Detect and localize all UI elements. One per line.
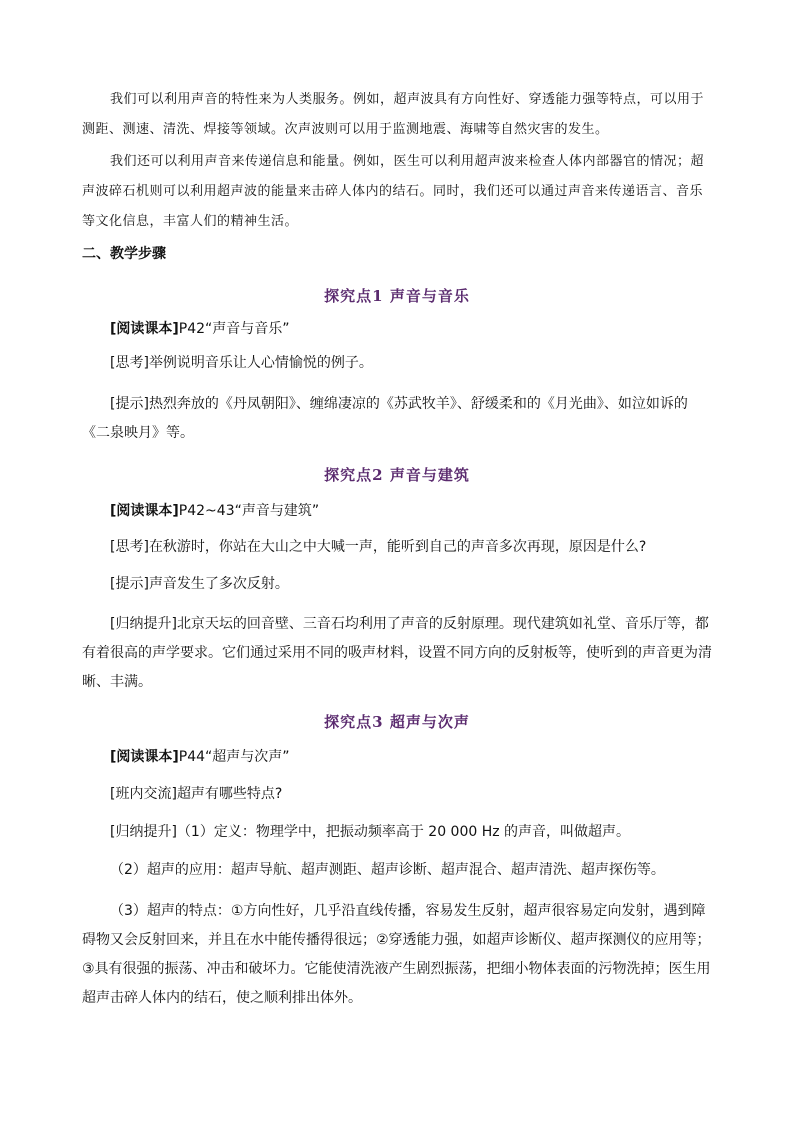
- point3-heading: 探究点3 超声与次声: [324, 713, 470, 731]
- hint-text: 声音发生了多次反射。: [148, 576, 289, 592]
- read-text: P44“超声与次声”: [178, 749, 290, 765]
- read-text: P42“声音与音乐”: [178, 321, 290, 337]
- summary-tag: [归纳提升]: [110, 616, 177, 632]
- hint-tag: [提示]: [110, 576, 149, 592]
- summary-text: （1）定义：物理学中，把振动频率高于 20 000 Hz 的声音，叫做超声。: [176, 824, 631, 840]
- point1-read: [82, 315, 714, 344]
- point3-read: [82, 743, 714, 772]
- intro-paragraph-2: 我们还可以利用声音来传递信息和能量。例如，医生可以利用超声波来检查人体内部器官的情况；超声波碎石机则可以利用超声波的能量来击碎人体内的结石。同时，我们还可以通过声音来传递语言、音乐等文化信息，丰富人们的精神生活。: [82, 154, 705, 229]
- think-tag: [思考]: [110, 539, 149, 555]
- point2-heading: 探究点2 声音与建筑: [324, 466, 470, 484]
- point3-item-2: （2）超声的应用：超声导航、超声测距、超声诊断、超声混合、超声清洗、超声探伤等。: [110, 862, 665, 878]
- point1-heading: 探究点1 声音与音乐: [324, 287, 470, 305]
- read-text: P42~43“声音与建筑”: [178, 503, 320, 519]
- think-text: 在秋游时，你站在大山之中大喊一声，能听到自己的声音多次再现，原因是什么?: [148, 539, 647, 555]
- think-text: 举例说明音乐让人心情愉悦的例子。: [148, 355, 373, 371]
- point3-discuss: [82, 780, 714, 809]
- summary-text: 北京天坛的回音壁、三音石均利用了声音的反射原理。现代建筑如礼堂、音乐厅等，都有着很高的声学要求。它们通过采用不同的吸声材料，设置不同方向的反射板等，使听到的声音更为清晰、丰满。: [82, 616, 712, 690]
- read-tag: [阅读课本]: [110, 321, 179, 337]
- discuss-text: 超声有哪些特点?: [176, 786, 283, 802]
- point1-think: [82, 349, 714, 378]
- point2-think: [82, 533, 714, 562]
- point2-summary: [82, 610, 714, 697]
- point1-hint: [82, 390, 714, 448]
- summary-tag: [归纳提升]: [110, 824, 177, 840]
- intro-paragraph-1: 我们可以利用声音的特性来为人类服务。例如，超声波具有方向性好、穿透能力强等特点，可以用于测距、测速、清洗、焊接等领域。次声波则可以用于监测地震、海啸等自然灾害的发生。: [82, 92, 705, 137]
- section-title: 二、教学步骤: [82, 246, 166, 262]
- think-tag: [思考]: [110, 355, 149, 371]
- hint-tag: [提示]: [110, 396, 149, 412]
- point3-item-3: （3）超声的特点：①方向性好，几乎沿直线传播，容易发生反射，超声很容易定向发射，遇到障碍物又会反射回来，并且在水中能传播得很远；②穿透能力强，如超声诊断仪、超声探测仪的应用等；③具有很强的振荡、冲击和破坏力。它能使清洗液产生剧烈振荡，把细小物体表面的污物洗掉；医生用超声击碎人体内的结石，使之顺利排出体外。: [82, 903, 711, 1006]
- discuss-tag: [班内交流]: [110, 786, 177, 802]
- read-tag: [阅读课本]: [110, 503, 179, 519]
- hint-text: 热烈奔放的《丹凤朝阳》、缠绵凄凉的《苏武牧羊》、舒缓柔和的《月光曲》、如泣如诉的《二泉映月》等。: [82, 396, 688, 441]
- read-tag: [阅读课本]: [110, 749, 179, 765]
- point2-read: [82, 497, 714, 526]
- point2-hint: [82, 570, 714, 599]
- point3-summary: [82, 818, 714, 847]
